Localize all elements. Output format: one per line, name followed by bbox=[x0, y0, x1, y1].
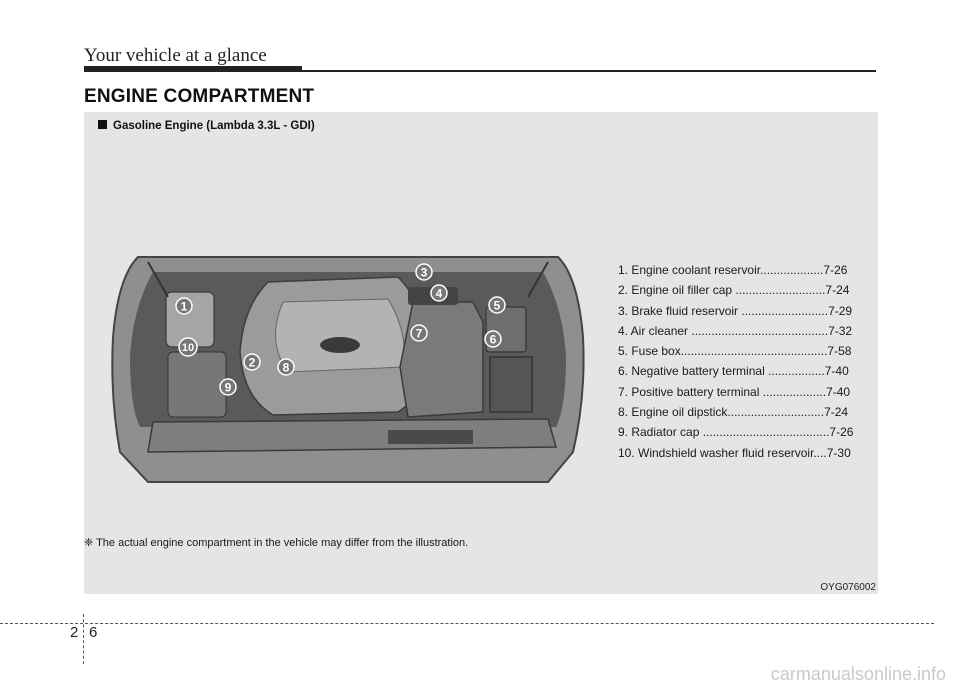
callout-5-label: 5 bbox=[493, 298, 501, 313]
footer-dashed-rule bbox=[0, 623, 934, 624]
legend-item: 10. Windshield washer fluid reservoir....7-30 bbox=[618, 445, 851, 460]
section-title: ENGINE COMPARTMENT bbox=[84, 86, 315, 107]
watermark: carmanualsonline.info bbox=[770, 664, 946, 684]
illustration-panel bbox=[84, 112, 878, 594]
air-cleaner-box bbox=[400, 302, 483, 417]
callout-3-label: 3 bbox=[420, 265, 428, 280]
image-code: OYG076002 bbox=[820, 582, 876, 593]
header-rule-thick bbox=[84, 66, 302, 72]
callout-6-label: 6 bbox=[489, 332, 497, 347]
panel-heading-text: Gasoline Engine (Lambda 3.3L - GDI) bbox=[113, 120, 315, 132]
callout-1-label: 1 bbox=[180, 299, 188, 314]
legend-item: 6. Negative battery terminal .................7-40 bbox=[618, 364, 849, 379]
page-number-page: 6 bbox=[89, 624, 98, 641]
legend-item: 4. Air cleaner .........................................7-32 bbox=[618, 323, 853, 338]
callout-2-label: 2 bbox=[248, 355, 256, 370]
callout-8-label: 8 bbox=[282, 360, 290, 375]
callout-10-label: 10 bbox=[181, 342, 195, 354]
legend-item: 5. Fuse box............................................7-58 bbox=[618, 344, 852, 359]
panel-heading bbox=[98, 120, 315, 132]
engine-cover-emblem bbox=[320, 337, 360, 353]
legend-item: 8. Engine oil dipstick.............................7-24 bbox=[618, 405, 849, 420]
square-bullet-icon bbox=[98, 120, 107, 129]
page-number-chapter: 2 bbox=[70, 624, 79, 641]
header-rule-thin bbox=[302, 70, 876, 72]
front-cross-panel bbox=[148, 419, 556, 452]
callout-7-label: 7 bbox=[415, 326, 423, 341]
page-number-divider bbox=[83, 614, 84, 664]
legend-item: 1. Engine coolant reservoir...................7-26 bbox=[618, 263, 848, 277]
battery bbox=[490, 357, 532, 412]
chapter-title: Your vehicle at a glance bbox=[84, 45, 267, 66]
engine-compartment-illustration bbox=[108, 247, 588, 507]
radiator-grille bbox=[388, 430, 473, 444]
legend-item: 3. Brake fluid reservoir ..........................7-29 bbox=[618, 303, 853, 318]
legend-item: 2. Engine oil filler cap ...........................7-24 bbox=[618, 283, 850, 298]
illustration-footnote: ❈ The actual engine compartment in the vehicle may differ from the illustration. bbox=[84, 537, 469, 549]
callout-4-label: 4 bbox=[435, 286, 443, 301]
legend-item: 7. Positive battery terminal ...................7-40 bbox=[618, 384, 851, 399]
callout-9-label: 9 bbox=[224, 380, 232, 395]
legend-item: 9. Radiator cap ......................................7-26 bbox=[618, 425, 854, 440]
legend-list bbox=[618, 260, 853, 463]
